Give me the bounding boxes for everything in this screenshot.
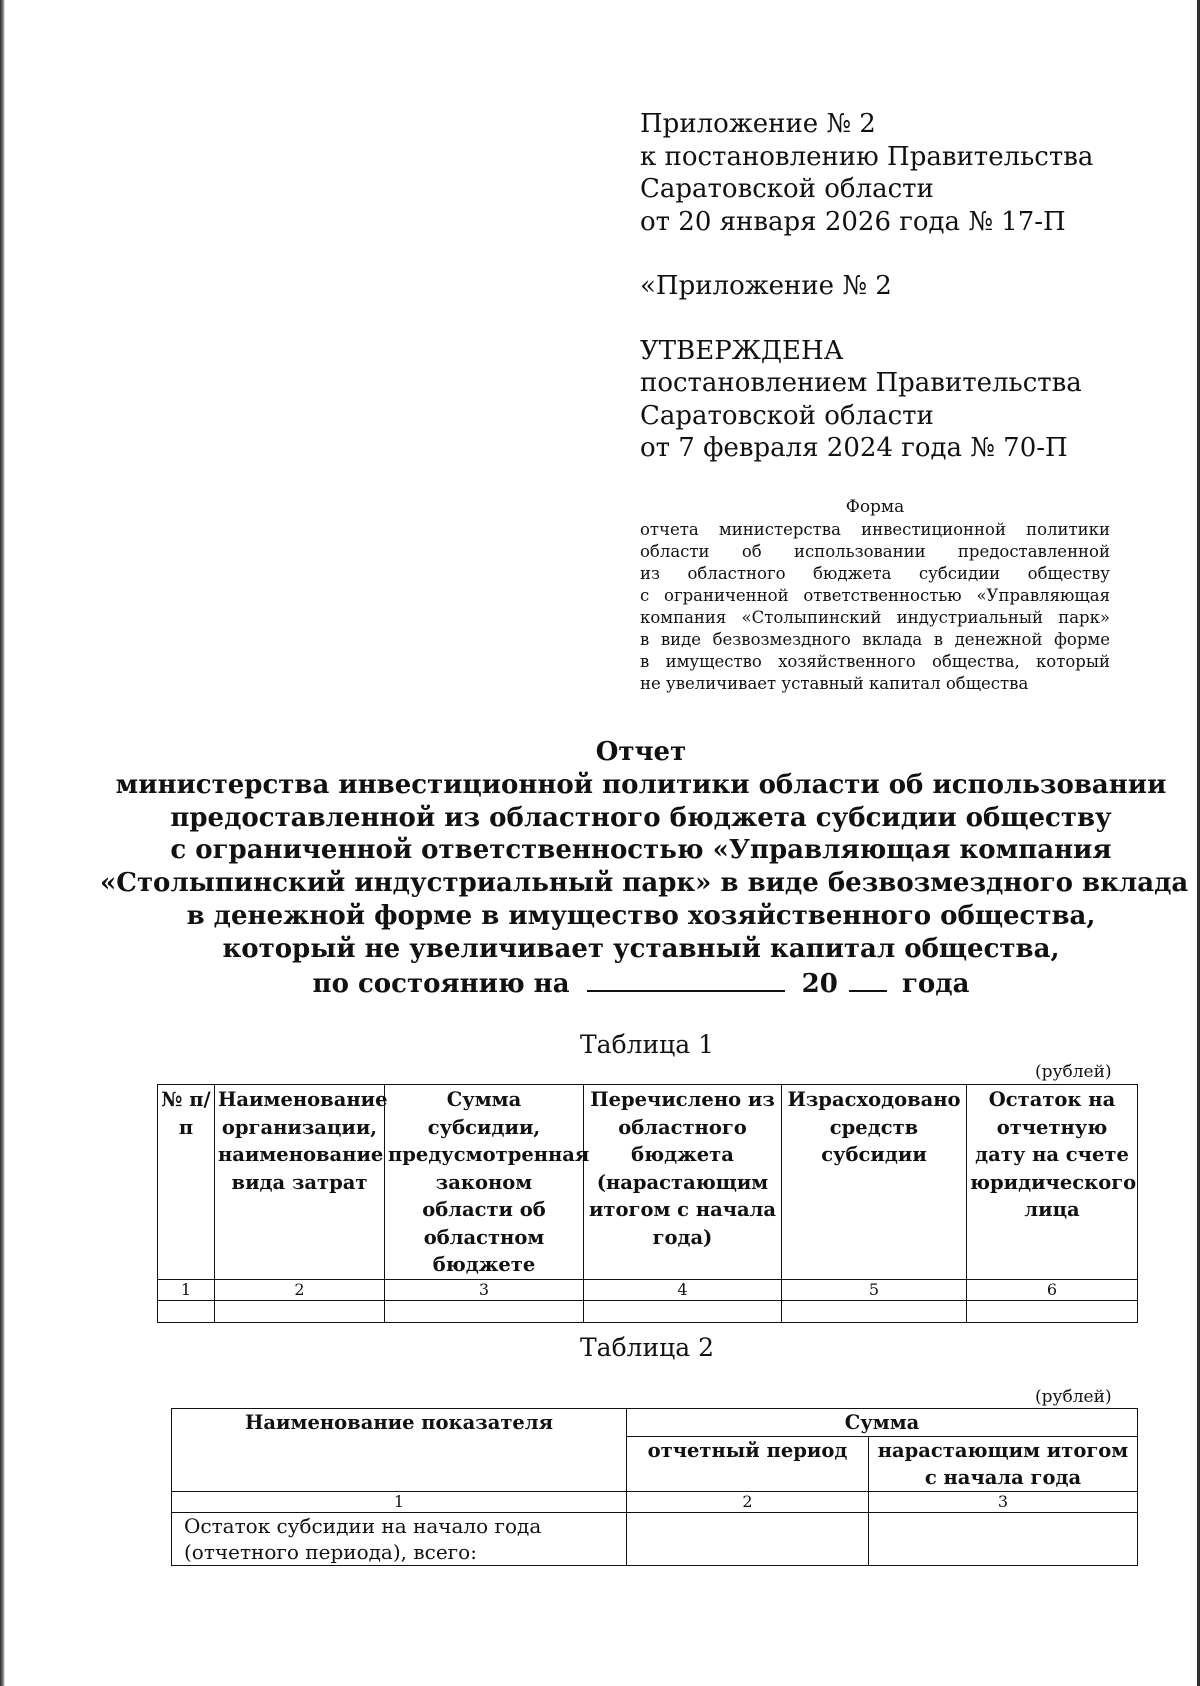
table1-cell[interactable] (215, 1300, 385, 1322)
table1-cell[interactable] (782, 1300, 967, 1322)
forma-line: из областного бюджета субсидии обществу (640, 564, 1110, 583)
appendix-line: от 20 января 2026 года № 17-П (640, 206, 1066, 237)
table2 (171, 1408, 1138, 1566)
report-line: который не увеличивает уставный капитал общества, (222, 933, 1060, 964)
table1-col-number: 5 (782, 1279, 967, 1300)
table2-col-number: 2 (627, 1492, 869, 1513)
table1-cell[interactable] (385, 1300, 584, 1322)
approved-line: Саратовской области (640, 400, 934, 431)
approved-line: постановлением Правительства (640, 368, 1082, 398)
scan-edge-left (0, 0, 5, 1686)
forma-line: не увеличивает уставный капитал общества (640, 674, 1029, 693)
date-suffix: года (901, 968, 970, 999)
forma-line: в виде безвозмездного вклада в денежной форме (640, 630, 1110, 649)
appendix-line: Приложение № 2 (640, 109, 876, 139)
table1-header: Остаток на отчетную дату на счете юридического лица (967, 1085, 1138, 1280)
approved-heading: УТВЕРЖДЕНА (640, 335, 844, 366)
report-title (100, 736, 1189, 1000)
table1 (157, 1084, 1138, 1323)
date-year: 20 (801, 968, 838, 999)
forma-line: области об использовании предоставленной (640, 542, 1110, 561)
table2-header-indicator: Наименование показателя (172, 1409, 627, 1492)
table1-header: Наименование организации, наименование вида затрат (215, 1085, 385, 1280)
table2-col-number: 3 (869, 1492, 1138, 1513)
report-line: «Столыпинский индустриальный парк» в виде безвозмездного вклада (100, 868, 1189, 899)
table2-header-cumulative: нарастающим итогом с начала года (869, 1437, 1138, 1492)
table2-header-period: отчетный период (627, 1437, 869, 1492)
table1-header: Перечислено из областного бюджета (нарастающим итогом с начала года) (584, 1085, 782, 1280)
forma-line: в имущество хозяйственного общества, который (640, 652, 1110, 671)
report-line: с ограниченной ответственностью «Управляющая компания (170, 835, 1112, 866)
report-line: в денежной форме в имущество хозяйственного общества, (186, 900, 1096, 931)
appendix-line: Саратовской области (640, 174, 934, 204)
forma-line: компания «Столыпинский индустриальный парк» (640, 608, 1110, 627)
table2-cell[interactable] (627, 1513, 869, 1566)
table1-header: Сумма субсидии, предусмотренная законом области об областном бюджете (385, 1085, 584, 1280)
report-line: предоставленной из областного бюджета субсидии обществу (170, 802, 1112, 833)
table1-col-number: 1 (158, 1279, 215, 1300)
table1-col-number: 2 (215, 1279, 385, 1300)
report-line: министерства инвестиционной политики области об использовании (115, 769, 1167, 800)
table2-col-number: 1 (172, 1492, 627, 1513)
forma-description (640, 519, 1110, 695)
approved-line: от 7 февраля 2024 года № 70-П (640, 433, 1068, 463)
table1-col-number: 3 (385, 1279, 584, 1300)
table1-col-number: 4 (584, 1279, 782, 1300)
appendix-block (640, 108, 1093, 465)
table1-header: № п/п (158, 1085, 215, 1280)
date-blank-field[interactable] (587, 966, 785, 992)
table1-header: Израсходовано средств субсидии (782, 1085, 967, 1280)
table1-unit: (рублей) (1035, 1062, 1112, 1082)
table2-header-sum: Сумма (627, 1409, 1138, 1437)
appendix-quoted: «Приложение № 2 (640, 271, 892, 301)
report-heading: Отчет (595, 737, 687, 767)
appendix-line: к постановлению Правительства (640, 141, 1094, 172)
forma-title: Форма (845, 497, 905, 517)
table1-col-number: 6 (967, 1279, 1138, 1300)
table2-unit: (рублей) (1035, 1387, 1112, 1407)
table1-cell[interactable] (967, 1300, 1138, 1322)
table1-cell[interactable] (158, 1300, 215, 1322)
report-date-line (100, 966, 1182, 1001)
year-blank-field[interactable] (849, 966, 887, 992)
date-prefix: по состоянию на (312, 968, 570, 999)
table1-cell[interactable] (584, 1300, 782, 1322)
forma-line: отчета министерства инвестиционной политики (640, 520, 1110, 539)
table2-cell[interactable] (869, 1513, 1138, 1566)
table1-caption: Таблица 1 (580, 1030, 715, 1059)
table2-row-label: Остаток субсидии на начало года (отчетного периода), всего: (172, 1513, 627, 1566)
forma-line: с ограниченной ответственностью «Управляющая (640, 586, 1110, 605)
table2-caption: Таблица 2 (580, 1333, 715, 1362)
